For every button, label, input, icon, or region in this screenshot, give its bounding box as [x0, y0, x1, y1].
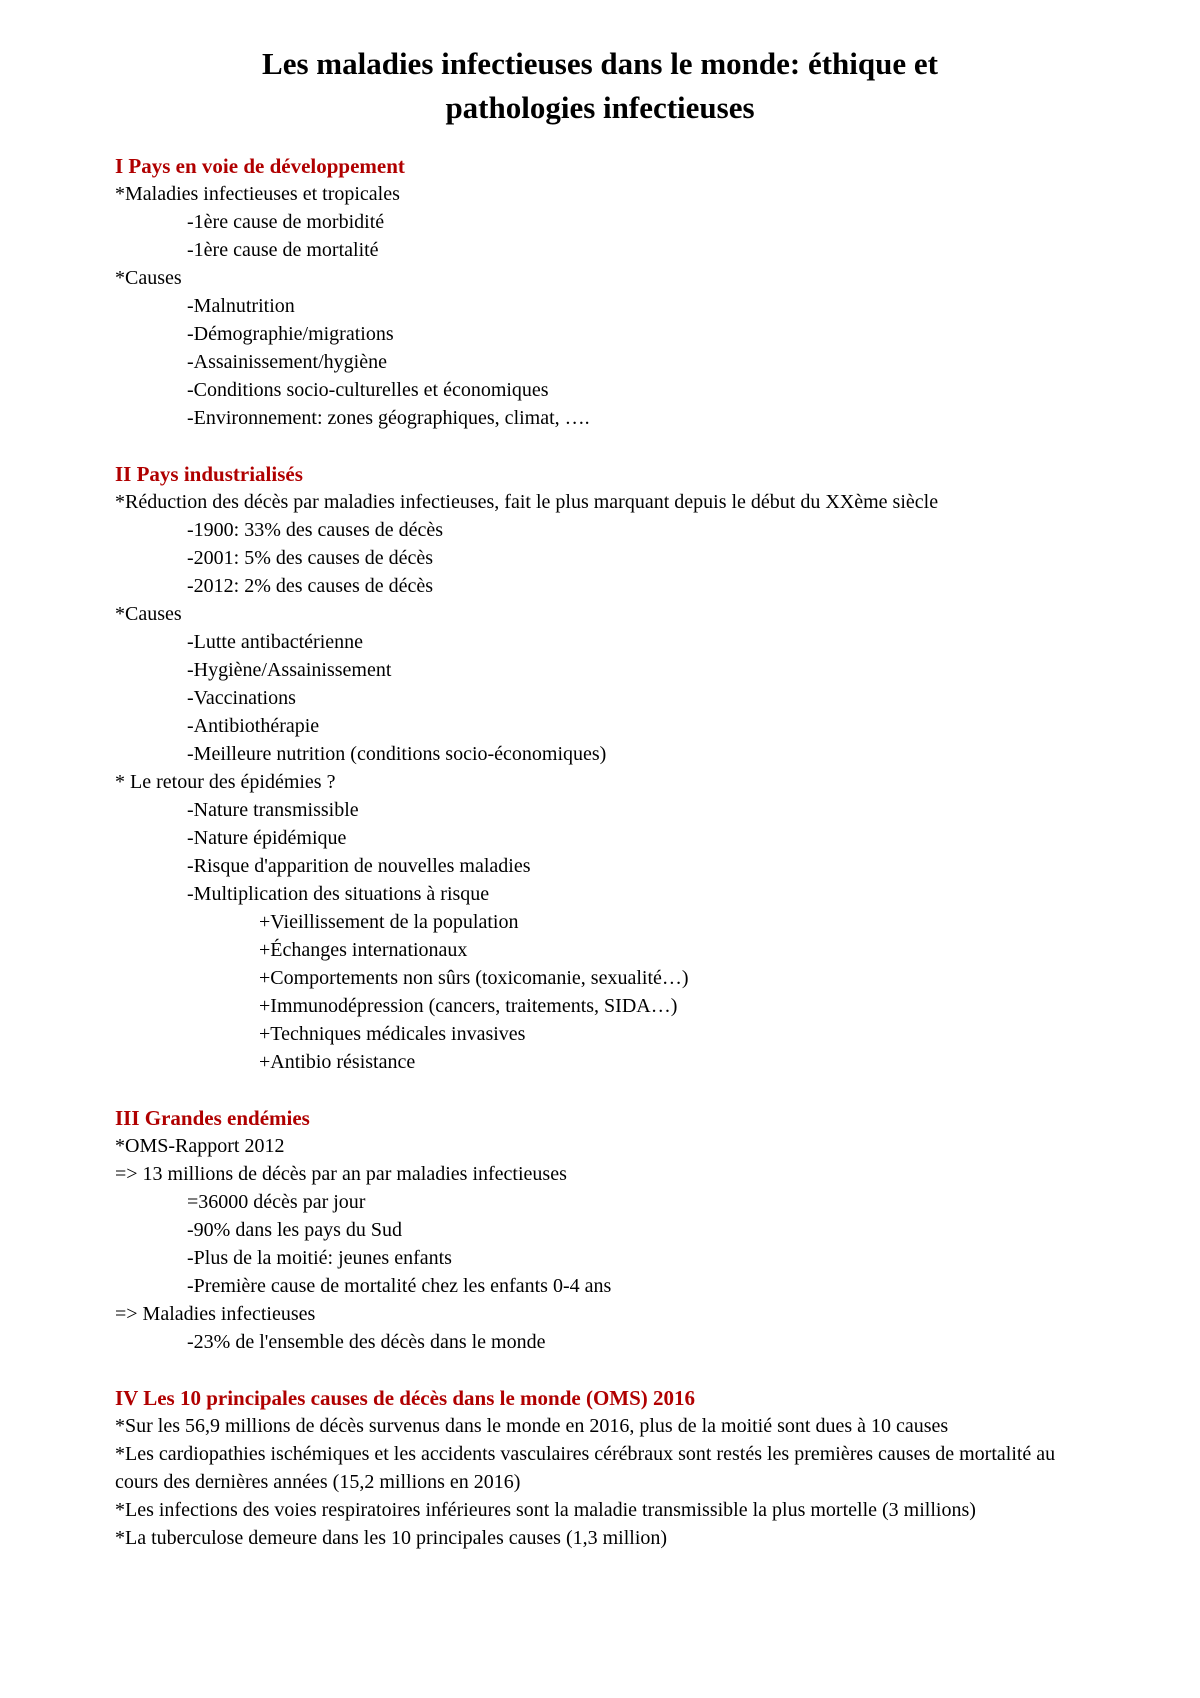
s1-cause: -Démographie/migrations	[187, 323, 394, 345]
s1-item-causes: *Causes	[115, 267, 182, 289]
section-4-heading: IV Les 10 principales causes de décès dans le monde (OMS) 2016	[115, 1386, 696, 1410]
title-line-1: Les maladies infectieuses dans le monde: éthique et	[262, 46, 938, 81]
s2-epidemic-point: -Nature transmissible	[187, 799, 359, 821]
s2-risk-situation: +Antibio résistance	[259, 1051, 416, 1073]
s2-epidemic-point: -Risque d'apparition de nouvelles maladies	[187, 855, 531, 877]
s2-risk-situation: +Techniques médicales invasives	[259, 1023, 526, 1045]
s2-cause: -Lutte antibactérienne	[187, 631, 364, 653]
s2-risk-situation: +Immunodépression (cancers, traitements, SIDA…)	[259, 995, 678, 1017]
s2-item-causes: *Causes	[115, 603, 182, 625]
s4-paragraph: *Les infections des voies respiratoires inférieures sont la maladie transmissible la plus mortelle (3 millions)	[115, 1499, 976, 1521]
s2-risk-situation: +Comportements non sûrs (toxicomanie, sexualité…)	[259, 967, 689, 989]
s3-death-stat: =36000 décès par jour	[187, 1191, 366, 1213]
title-line-2: pathologies infectieuses	[445, 90, 755, 125]
s1-cause: -Environnement: zones géographiques, climat, ….	[187, 407, 590, 429]
s3-death-stat: -Plus de la moitié: jeunes enfants	[187, 1247, 452, 1269]
s1-bullet: -1ère cause de mortalité	[187, 239, 379, 261]
s2-cause: -Meilleure nutrition (conditions socio-économiques)	[187, 743, 607, 765]
document-body	[115, 152, 1090, 1552]
s2-risk-situation: +Échanges internationaux	[259, 939, 468, 961]
s3-death-stat: -Première cause de mortalité chez les enfants 0-4 ans	[187, 1275, 612, 1297]
s3-item-infectious: => Maladies infectieuses	[115, 1303, 316, 1325]
s2-item-epidemics: * Le retour des épidémies ?	[115, 771, 336, 793]
s2-cause: -Antibiothérapie	[187, 715, 320, 737]
section-3-heading: III Grandes endémies	[115, 1106, 310, 1130]
s1-bullet: -1ère cause de morbidité	[187, 211, 385, 233]
s2-stat: -2001: 5% des causes de décès	[187, 547, 434, 569]
s2-risk-situation: +Vieillissement de la population	[259, 911, 519, 933]
s4-paragraph: *Sur les 56,9 millions de décès survenus dans le monde en 2016, plus de la moitié sont dues à 10 causes	[115, 1415, 949, 1437]
s3-item-deaths: => 13 millions de décès par an par maladies infectieuses	[115, 1163, 567, 1185]
s2-stat: -1900: 33% des causes de décès	[187, 519, 444, 541]
s2-stat: -2012: 2% des causes de décès	[187, 575, 434, 597]
s2-item-reduction: *Réduction des décès par maladies infectieuses, fait le plus marquant depuis le début du XXème siècle	[115, 491, 939, 513]
section-1-heading: I Pays en voie de développement	[115, 154, 405, 178]
s1-cause: -Conditions socio-culturelles et économiques	[187, 379, 549, 401]
s2-epidemic-point: -Multiplication des situations à risque	[187, 883, 490, 905]
section-2-heading: II Pays industrialisés	[115, 462, 303, 486]
s2-epidemic-point: -Nature épidémique	[187, 827, 347, 849]
s3-infectious-stat: -23% de l'ensemble des décès dans le monde	[187, 1331, 546, 1353]
s1-cause: -Assainissement/hygiène	[187, 351, 387, 373]
s1-cause: -Malnutrition	[187, 295, 295, 317]
s1-item-diseases: *Maladies infectieuses et tropicales	[115, 183, 400, 205]
s4-paragraph: *Les cardiopathies ischémiques et les accidents vasculaires cérébraux sont restés les premières causes de mortalité au cours des dernières années (15,2 millions en 2016)	[115, 1443, 1056, 1493]
s3-death-stat: -90% dans les pays du Sud	[187, 1219, 402, 1241]
s2-cause: -Hygiène/Assainissement	[187, 659, 392, 681]
document-title	[100, 42, 1100, 130]
s4-paragraph: *La tuberculose demeure dans les 10 principales causes (1,3 million)	[115, 1527, 668, 1549]
s3-item-report: *OMS-Rapport 2012	[115, 1135, 285, 1157]
s2-cause: -Vaccinations	[187, 687, 296, 709]
